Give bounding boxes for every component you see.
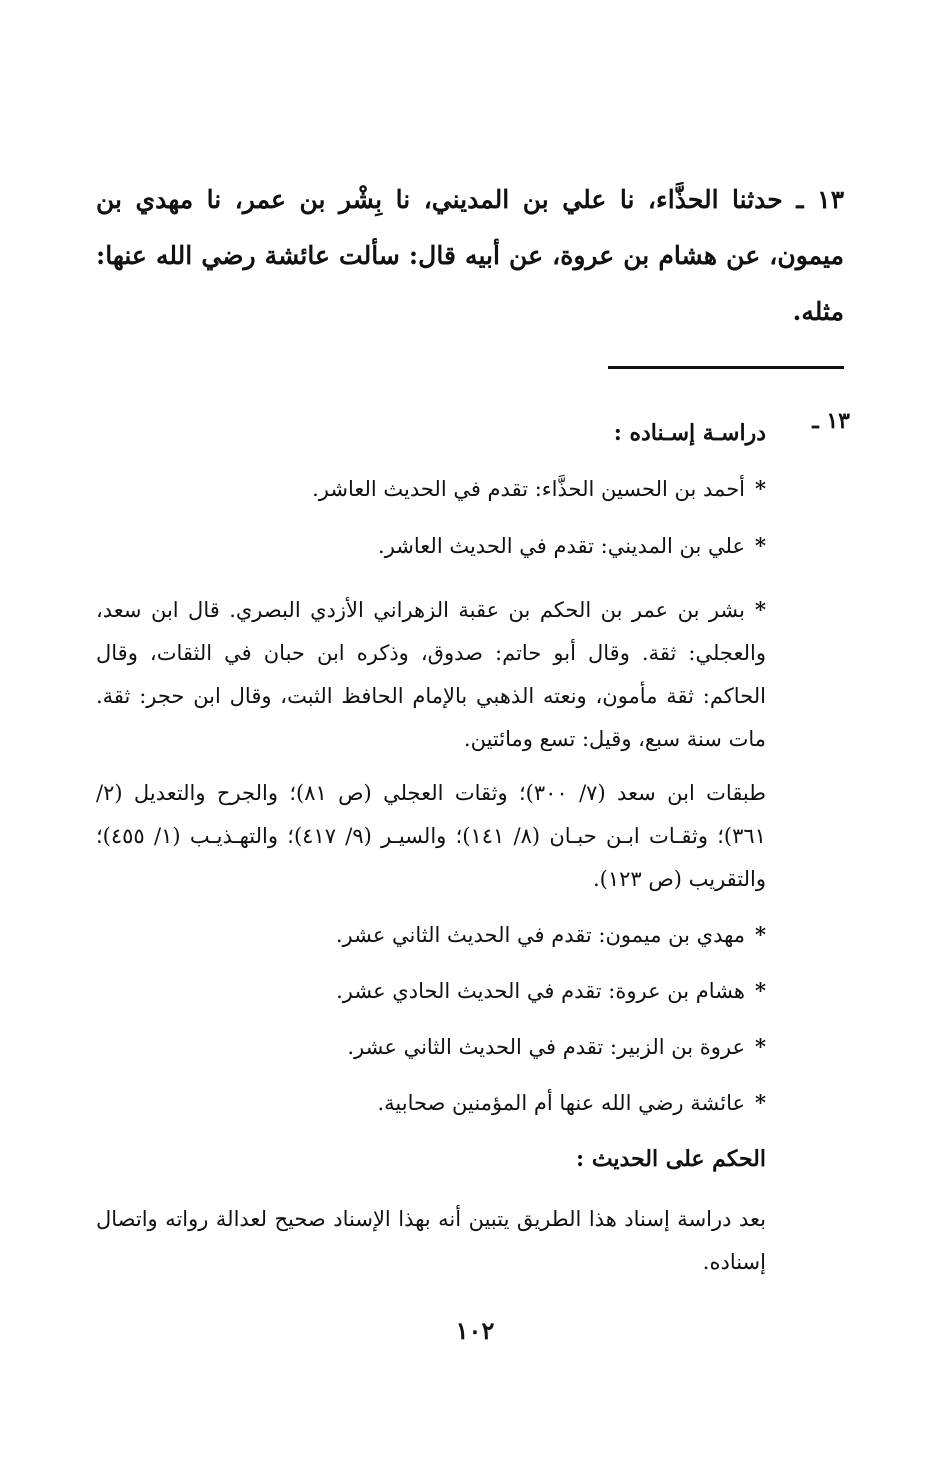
narrator-text: علي بن المديني: تقدم في الحديث العاشر. [378, 534, 746, 558]
ruling-heading: الحكم على الحديث : [576, 1146, 766, 1172]
bullet-star: * [755, 533, 766, 558]
page-number: ١٠٢ [455, 1316, 495, 1345]
narrator-text: هشام بن عروة: تقدم في الحديث الحادي عشر. [336, 979, 746, 1003]
narrator-item [96, 1090, 766, 1115]
bullet-star: * [755, 597, 766, 622]
narrator-text: أحمد بن الحسين الحذَّاء: تقدم في الحديث العاشر. [312, 477, 746, 501]
bishr-text: بشر بن عمر بن الحكم بن عقبة الزهراني الأزدي البصري. قال ابن سعد، والعجلي: ثقة. وقال أبو حاتم: صدوق، وذكره ابن حبان في الثقات، وقال الحاكم: ثقة مأمون، ونعته الذهبي بالإمام الحافظ الثبت، وقال ابن حجر: ثقة. مات سنة سبع، وقيل: تسع ومائتين. [96, 598, 766, 751]
narrator-item [96, 533, 766, 558]
bishr-biography [96, 588, 766, 761]
narrator-item [96, 476, 766, 501]
footnote-divider [608, 366, 844, 369]
bullet-star: * [755, 978, 766, 1003]
hadith-body: حدثنا الحذَّاء، نا علي بن المديني، نا بِشْر بن عمر، نا مهدي بن ميمون، عن هشام بن عروة، عن أبيه قال: سألت عائشة رضي الله عنها: مثله. [96, 185, 844, 326]
hadith-text-block [96, 172, 844, 340]
footnote-number: ١٣ ـ [812, 408, 850, 434]
study-heading: دراسـة إسـناده : [613, 420, 766, 446]
ruling-text: بعد دراسة إسناد هذا الطريق يتبين أنه بهذا الإسناد صحيح لعدالة رواته واتصال إسناده. [96, 1207, 766, 1274]
narrator-text: عائشة رضي الله عنها أم المؤمنين صحابية. [377, 1091, 746, 1115]
narrator-text: عروة بن الزبير: تقدم في الحديث الثاني عشر. [347, 1035, 746, 1059]
narrator-item [96, 978, 766, 1003]
bullet-star: * [755, 476, 766, 501]
narrator-text: مهدي بن ميمون: تقدم في الحديث الثاني عشر. [335, 923, 746, 947]
narrator-item [96, 1034, 766, 1059]
narrator-item [96, 922, 766, 947]
bullet-star: * [755, 1090, 766, 1115]
bullet-star: * [755, 1034, 766, 1059]
sources-paragraph: طبقات ابن سعد (٧/ ٣٠٠)؛ وثقات العجلي (ص ٨١)؛ والجرح والتعديل (٢/ ٣٦١)؛ وثقـات ابـن حبـان (٨/ ١٤١)؛ والسيـر (٩/ ٤١٧)؛ والتهـذيـب (١/ ٤٥٥)؛ والتقريب (ص ١٢٣). [96, 781, 766, 891]
bullet-star: * [755, 922, 766, 947]
hadith-number: ١٣ ـ [796, 185, 844, 214]
